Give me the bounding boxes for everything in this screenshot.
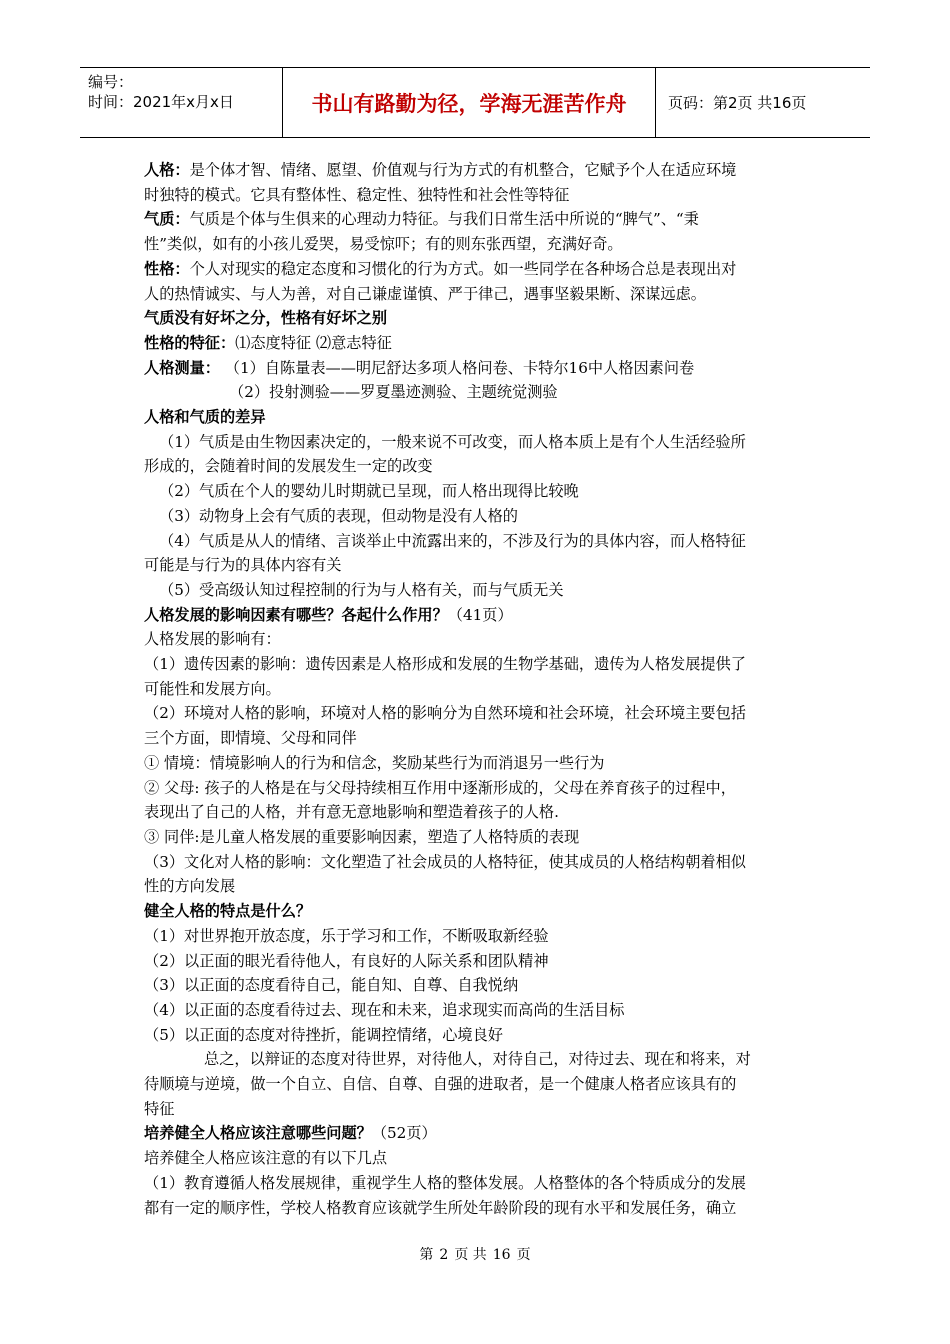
list-item: ① 情境：情境影响人的行为和信念，奖励某些行为而消退另一些行为 xyxy=(144,753,605,772)
header-motto: 书山有路勤为径，学海无涯苦作舟 xyxy=(283,68,656,137)
page-header xyxy=(80,67,870,138)
list-item: （2）气质在个人的婴幼儿时期就已呈现，而人格出现得比较晚 xyxy=(159,482,579,501)
text-line: ⑴态度特征 ⑵意志特征 xyxy=(235,333,392,352)
list-item: （3）以正面的态度看待自己，能自知、自尊、自我悦纳 xyxy=(144,976,519,995)
document-body xyxy=(144,158,810,1220)
footer-suffix: 页 xyxy=(516,1247,531,1263)
paragraph-cultivate-heading xyxy=(144,1121,810,1146)
paragraph-traits xyxy=(144,331,810,356)
term-traits: 性格的特征： xyxy=(144,333,236,352)
list-item: （3）文化对人格的影响：文化塑造了社会成员的人格特征，使其成员的人格结构朝着相似 xyxy=(144,852,746,871)
text-line: 都有一定的顺序性，学校人格教育应该就学生所处年龄阶段的现有水平和发展任务，确立 xyxy=(144,1198,737,1217)
text-line: （1）自陈量表——明尼舒达多项人格问卷、卡特尔16中人格因素问卷 xyxy=(219,358,695,377)
footer-prefix: 第 xyxy=(419,1247,434,1263)
text-line: 可能性和发展方向。 xyxy=(144,679,281,698)
heading-good-bad: 气质没有好坏之分，性格有好坏之别 xyxy=(144,309,387,328)
footer-total-pages: 16 xyxy=(492,1247,511,1263)
term-measurement: 人格测量： xyxy=(144,358,220,377)
text-line: （2）投射测验——罗夏墨迹测验、主题统觉测验 xyxy=(229,383,558,402)
term-temperament: 气质： xyxy=(144,210,190,229)
page-footer xyxy=(0,1244,950,1264)
heading-cultivate: 培养健全人格应该注意哪些问题？ xyxy=(144,1124,372,1143)
text-line: 是个体才智、情绪、愿望、价值观与行为方式的有机整合，它赋予个人在适应环境 xyxy=(189,161,737,179)
page-reference: （52页） xyxy=(371,1124,437,1143)
text-line: 性”类似，如有的小孩儿爱哭，易受惊吓；有的则东张西望，充满好奇。 xyxy=(144,235,623,254)
text-line: 形成的，会随着时间的发展发生一定的改变 xyxy=(144,457,433,476)
text-line: 培养健全人格应该注意的有以下几点 xyxy=(144,1149,387,1168)
footer-page-number: 2 xyxy=(439,1247,449,1263)
term-personality: 人格： xyxy=(144,161,190,179)
list-item: （2）以正面的眼光看待他人，有良好的人际关系和团队精神 xyxy=(144,951,549,970)
list-item: （4）以正面的态度看待过去、现在和未来，追求现实而高尚的生活目标 xyxy=(144,1000,625,1019)
list-item: （5）以正面的态度对待挫折，能调控情绪，心境良好 xyxy=(144,1025,503,1044)
footer-middle: 页 共 xyxy=(454,1247,487,1263)
header-page-info: 页码：第2页 共16页 xyxy=(668,94,807,112)
text-line: 表现出了自己的人格，并有意无意地影响和塑造着孩子的人格. xyxy=(144,803,559,822)
list-item: （1）遗传因素的影响：遗传因素是人格形成和发展的生物学基础，遗传为人格发展提供了 xyxy=(144,655,746,674)
paragraph-measurement xyxy=(144,356,810,381)
heading-factors: 人格发展的影响因素有哪些？各起什么作用？ xyxy=(144,605,448,624)
text-line: 人格发展的影响有： xyxy=(144,630,281,649)
page-reference: （41页） xyxy=(447,605,513,624)
text-line: 三个方面，即情境、父母和同伴 xyxy=(144,729,357,748)
paragraph-personality xyxy=(144,158,810,183)
text-line: 特征 xyxy=(144,1099,175,1118)
heading-healthy-personality: 健全人格的特点是什么？ xyxy=(144,902,312,921)
summary-paragraph: 总之，以辩证的态度对待世界，对待他人，对待自己，对待过去、现在和将来，对 xyxy=(204,1050,751,1069)
list-item: （1）对世界抱开放态度，乐于学习和工作，不断吸取新经验 xyxy=(144,926,549,945)
header-meta xyxy=(80,68,283,137)
paragraph-temperament xyxy=(144,207,810,232)
list-item: （2）环境对人格的影响，环境对人格的影响分为自然环境和社会环境，社会环境主要包括 xyxy=(144,704,746,723)
list-item: （4）气质是从人的情绪、言谈举止中流露出来的，不涉及行为的具体内容，而人格特征 xyxy=(159,531,746,550)
term-character: 性格： xyxy=(144,259,190,278)
text-line: 人的热情诚实、与人为善，对自己谦虚谨慎、严于律己，遇事坚毅果断、深谋远虑。 xyxy=(144,284,706,303)
list-item: （5）受高级认知过程控制的行为与人格有关，而与气质无关 xyxy=(159,580,564,599)
paragraph-factors-heading xyxy=(144,603,810,628)
list-item: ③ 同伴:是儿童人格发展的重要影响因素，塑造了人格特质的表现 xyxy=(144,827,580,846)
text-line: 待顺境与逆境，做一个自立、自信、自尊、自强的进取者，是一个健康人格者应该具有的 xyxy=(144,1075,737,1094)
text-line: 可能是与行为的具体内容有关 xyxy=(144,556,342,575)
list-item: ② 父母: 孩子的人格是在与父母持续相互作用中逐渐形成的，父母在养育孩子的过程中， xyxy=(144,778,736,797)
list-item: （1）气质是由生物因素决定的，一般来说不可改变，而人格本质上是有个人生活经验所 xyxy=(159,432,746,451)
paragraph-character xyxy=(144,257,810,282)
text-line: 个人对现实的稳定态度和习惯化的行为方式。如一些同学在各种场合总是表现出对 xyxy=(189,259,737,278)
list-item: （1）教育遵循人格发展规律，重视学生人格的整体发展。人格整体的各个特质成分的发展 xyxy=(144,1173,746,1192)
text-line: 性的方向发展 xyxy=(144,877,236,896)
list-item: （3）动物身上会有气质的表现，但动物是没有人格的 xyxy=(159,506,518,525)
document-number-label: 编号： xyxy=(88,73,134,91)
text-line: 时独特的模式。它具有整体性、稳定性、独特性和社会性等特征 xyxy=(144,185,570,204)
text-line: 气质是个体与生俱来的心理动力特征。与我们日常生活中所说的“脾气”、“秉 xyxy=(189,210,699,229)
heading-differences: 人格和气质的差异 xyxy=(144,408,266,427)
document-time-label: 时间：2021年x月x日 xyxy=(88,93,234,111)
